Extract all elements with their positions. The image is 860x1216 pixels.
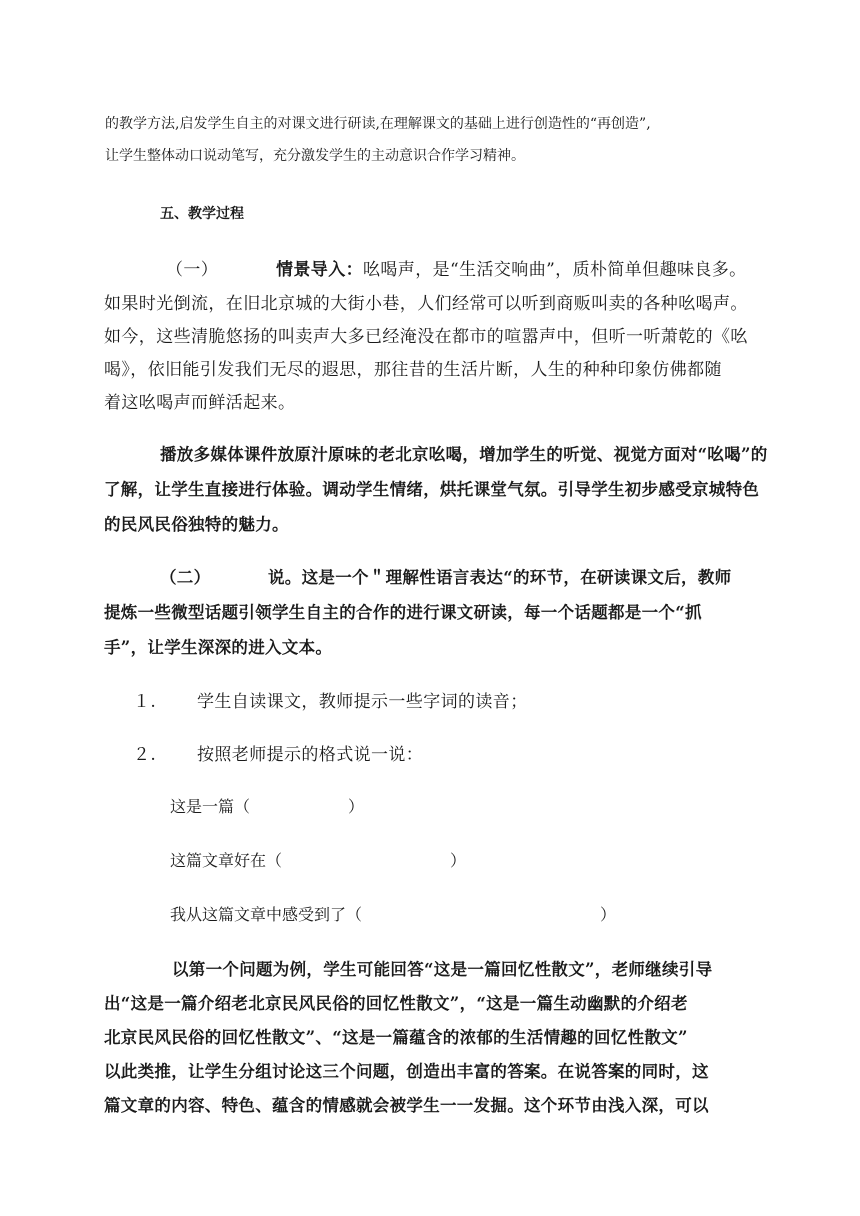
prompt-3-text: 我从这篇文章中感受到了（ — [170, 905, 363, 924]
part2-title: 说。 — [268, 568, 302, 587]
step-2-text: 按照老师提示的格式说一说： — [197, 745, 424, 765]
prompt-1-close: ） — [348, 797, 365, 816]
intro-line-2: 让学生整体动口说动笔写，充分激发学生的主动意识合作学习精神。 — [105, 148, 525, 164]
part2-line-2: 手”，让学生深深的进入文本。 — [104, 638, 333, 657]
prompt-1-text: 这是一篇（ — [170, 797, 251, 816]
multimedia-line-1: 播放多媒体课件放原汁原味的老北京吆喝，增加学生的听觉、视觉方面对“吆喝”的 — [160, 445, 768, 464]
part2-line-1: 提炼一些微型话题引领学生自主的合作的进行课文研读，每一个话题都是一个“抓 — [104, 603, 702, 622]
section-heading: 五、教学过程 — [160, 206, 244, 222]
step-1-text: 学生自读课文，教师提示一些字词的读音； — [197, 692, 528, 712]
part1-line-1: 如果时光倒流，在旧北京城的大街小巷，人们经常可以听到商贩叫卖的各种吆喝声。 — [104, 294, 748, 314]
part1-line-0: 吆喝声，是“生活交响曲”，质朴简单但趣味良多。 — [363, 260, 747, 280]
conclusion-line-1: 以第一个问题为例，学生可能回答“这是一篇回忆性散文”，老师继续引导 — [172, 960, 713, 979]
step-2 — [133, 740, 423, 765]
part1-first-line — [166, 255, 747, 280]
multimedia-line-3: 的民风民俗独特的魅力。 — [104, 515, 289, 534]
prompt-2-text: 这篇文章好在（ — [170, 851, 283, 870]
part1-line-3: 喝》，依旧能引发我们无尽的遐思，那往昔的生活片断，人生的种种印象仿佛都随 — [104, 360, 722, 380]
part2-first-line — [160, 564, 731, 588]
part2-number: （二） — [160, 568, 211, 587]
conclusion-line-3: 北京民风民俗的回忆性散文”、“这是一篇蕴含的浓郁的生活情趣的回忆性散文” — [104, 1028, 688, 1047]
conclusion-line-4: 以此类推，让学生分组讨论这三个问题，创造出丰富的答案。在说答案的同时，这 — [104, 1062, 709, 1081]
prompt-2-close: ） — [450, 851, 467, 870]
part2-line-0: 这是一个＂理解性语言表达“的环节，在研读课文后，教师 — [301, 568, 732, 587]
intro-line-1: 的教学方法,启发学生自主的对课文进行研读,在理解课文的基础上进行创造性的“再创造”, — [105, 116, 651, 132]
prompt-1 — [170, 794, 364, 817]
part1-title: 情景导入： — [276, 260, 363, 280]
prompt-3-close: ） — [600, 905, 617, 924]
step-2-number: ２. — [133, 745, 157, 765]
part1-number: （一） — [166, 260, 219, 280]
step-1 — [133, 687, 528, 712]
part1-line-4: 着这吆喝声而鲜活起来。 — [104, 393, 296, 413]
prompt-3 — [170, 902, 616, 925]
multimedia-line-2: 了解，让学生直接进行体验。调动学生情绪，烘托课堂气氛。引导学生初步感受京城特色 — [104, 480, 760, 499]
conclusion-line-2: 出“这是一篇介绍老北京民风民俗的回忆性散文”，“这是一篇生动幽默的介绍老 — [104, 994, 688, 1013]
prompt-2 — [170, 848, 466, 871]
part1-line-2: 如今，这些清脆悠扬的叫卖声大多已经淹没在都市的喧嚣声中，但听一听萧乾的《吆 — [104, 327, 748, 347]
conclusion-line-5: 篇文章的内容、特色、蕴含的情感就会被学生一一发掘。这个环节由浅入深，可以 — [104, 1096, 709, 1115]
step-1-number: １. — [133, 692, 157, 712]
